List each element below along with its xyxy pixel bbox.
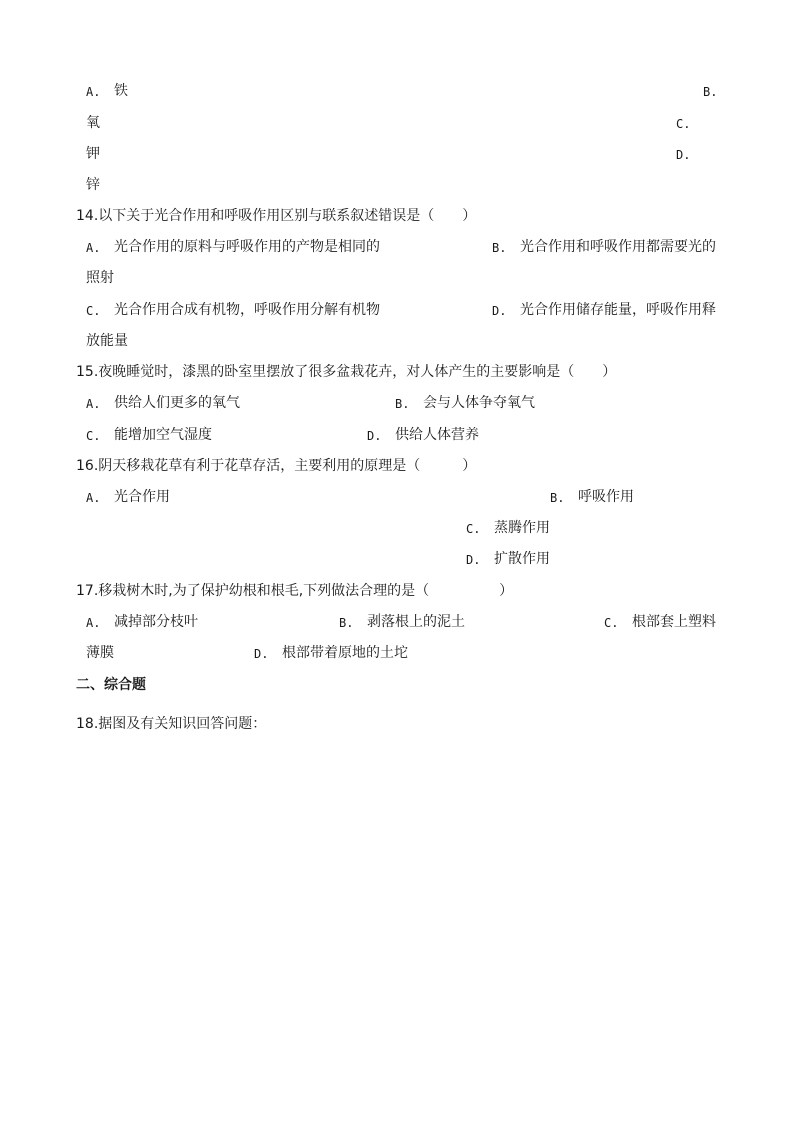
q16-option-c-text: 蒸腾作用 [494,520,550,536]
q17-option-c-text-cont: 薄膜 [86,645,114,661]
q15-option-d-letter: D. [367,429,382,443]
q16-option-b-letter: B. [550,491,565,505]
q14-option-b-letter: B. [492,241,507,255]
q13-option-a-text: 铁 [114,83,128,99]
q17-option-c-text: 根部套上塑料 [632,614,716,630]
q14-option-d-text: 光合作用储存能量，呼吸作用释 [520,302,716,318]
q17-option-a-text: 减掉部分枝叶 [114,614,198,630]
q15-option-c-letter: C. [86,429,101,443]
q14-option-a-letter: A. [86,241,101,255]
q16-stem: 16.阴天移栽花草有利于花草存活，主要利用的原理是（ ） [76,458,477,474]
q14-option-d-text-cont: 放能量 [86,333,128,349]
q14-option-b-text-cont: 照射 [86,270,114,286]
q16-option-a-letter: A. [86,491,101,505]
q15-option-a-letter: A. [86,397,101,411]
q14-option-d-letter: D. [492,304,507,318]
q16-option-a-text: 光合作用 [114,489,170,505]
q15-option-c-text: 能增加空气湿度 [114,427,212,443]
q13-option-d-text: 锌 [86,177,100,193]
q14-option-c-letter: C. [86,304,101,318]
q13-option-b-letter: B. [703,85,718,99]
q17-option-b-letter: B. [339,616,354,630]
q13-option-c-text: 钾 [86,146,100,162]
q15-option-b-text: 会与人体争夺氧气 [423,395,535,411]
q17-option-c-letter: C. [604,616,619,630]
q14-option-c-text: 光合作用合成有机物，呼吸作用分解有机物 [114,302,380,318]
q13-option-a-letter: A. [86,85,101,99]
q17-stem: 17.移栽树木时,为了保护幼根和根毛,下列做法合理的是（ ） [76,583,514,599]
q16-option-d-letter: D. [466,553,481,567]
q14-option-a-text: 光合作用的原料与呼吸作用的产物是相同的 [114,239,380,255]
q16-option-c-letter: C. [466,522,481,536]
q15-option-a-text: 供给人们更多的氧气 [114,395,240,411]
q16-option-d-text: 扩散作用 [494,551,550,567]
q17-option-d-text: 根部带着原地的土坨 [282,645,408,661]
q17-option-a-letter: A. [86,616,101,630]
q15-option-b-letter: B. [395,397,410,411]
q13-option-d-letter: D. [676,148,691,162]
q14-stem: 14.以下关于光合作用和呼吸作用区别与联系叙述错误是（ ） [76,208,477,224]
q14-option-b-text: 光合作用和呼吸作用都需要光的 [520,239,716,255]
q15-stem: 15.夜晚睡觉时，漆黑的卧室里摆放了很多盆栽花卉，对人体产生的主要影响是（ ） [76,364,617,380]
q15-option-d-text: 供给人体营养 [395,427,479,443]
q17-option-d-letter: D. [254,647,269,661]
q16-option-b-text: 呼吸作用 [578,489,634,505]
q13-option-c-letter: C. [676,117,691,131]
q18-stem: 18.据图及有关知识回答问题： [76,716,267,732]
q17-option-b-text: 剥落根上的泥土 [367,614,465,630]
q13-option-b-text: 氧 [86,115,100,131]
section-heading: 二、综合题 [76,677,146,693]
